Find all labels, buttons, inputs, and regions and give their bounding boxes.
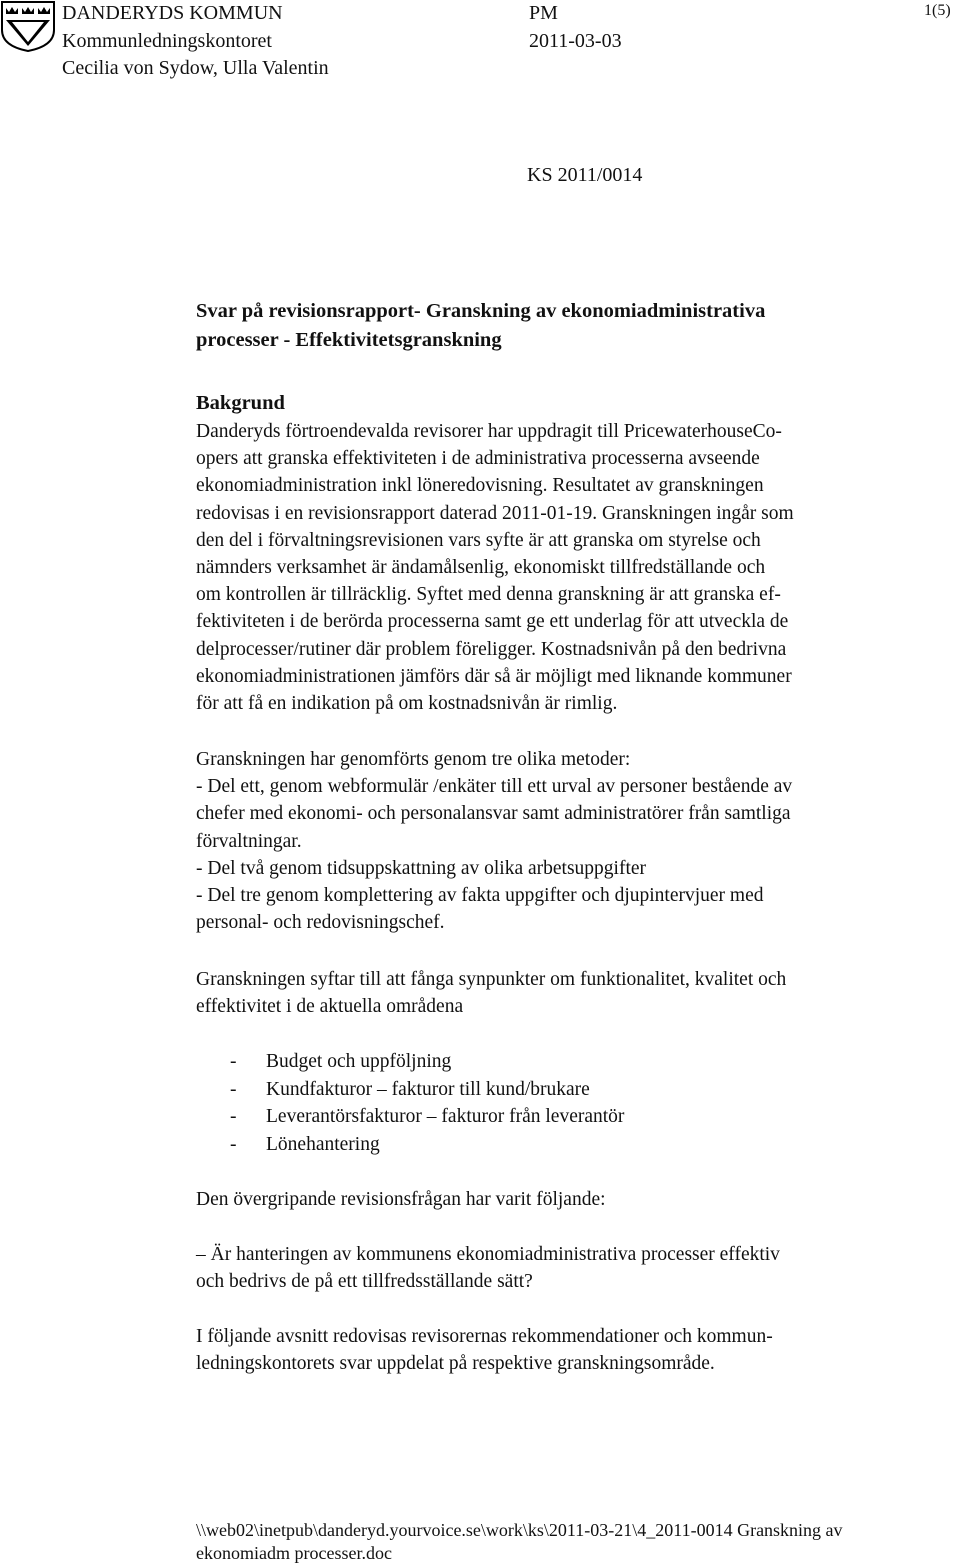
footer-line: ekonomiadm processer.doc xyxy=(196,1543,392,1563)
document-title xyxy=(196,297,928,355)
list-item xyxy=(196,1076,928,1104)
paragraph-line: Den övergripande revisionsfrågan har varit följande: xyxy=(196,1189,606,1210)
paragraph-line: personal- och redovisningschef. xyxy=(196,912,445,934)
paragraph-line: chefer med ekonomi- och personalansvar samt administratörer från samtliga xyxy=(196,803,791,825)
closing-section xyxy=(196,1323,928,1377)
org-name: DANDERYDS KOMMUN xyxy=(62,2,283,24)
list-item xyxy=(196,1131,928,1159)
paragraph-line: - Del tre genom komplettering av fakta uppgifter och djupintervjuer med xyxy=(196,885,764,907)
footer-line: \\web02\inetpub\danderyd.yourvoice.se\work\ks\2011-03-21\4_2011-0014 Granskning av xyxy=(196,1520,843,1540)
paragraph-line: ekonomiadministrationen jämförs där så är möjligt med liknande kommuner xyxy=(196,665,792,687)
section-heading: Bakgrund xyxy=(196,392,285,414)
case-number: KS 2011/0014 xyxy=(527,164,643,186)
list-item-label: Lönehantering xyxy=(266,1133,380,1155)
page-number: 1(5) xyxy=(924,2,951,19)
department: Kommunledningskontoret xyxy=(62,30,272,52)
paragraph-line: och bedrivs de på ett tillfredsställande sätt? xyxy=(196,1271,533,1293)
paragraph-line: Danderyds förtroendevalda revisorer har uppdragit till PricewaterhouseCo- xyxy=(196,421,782,442)
paragraph-line: ekonomiadministration inkl löneredovisning. Resultatet av granskningen xyxy=(196,475,764,497)
paragraph-line: – Är hanteringen av kommunens ekonomiadministrativa processer effektiv xyxy=(196,1244,780,1265)
list-item xyxy=(196,1103,928,1131)
paragraph-line: opers att granska effektiviteten i de administrativa processerna avseende xyxy=(196,448,760,470)
paragraph-line: förvaltningar. xyxy=(196,830,302,852)
doc-date: 2011-03-03 xyxy=(529,30,622,52)
authors: Cecilia von Sydow, Ulla Valentin xyxy=(62,57,329,79)
doc-type: PM xyxy=(529,2,558,24)
list-item-label: Budget och uppföljning xyxy=(266,1051,452,1072)
list-item xyxy=(196,1048,928,1076)
bakgrund-section xyxy=(196,389,928,717)
footer-file-path xyxy=(196,1519,843,1565)
paragraph-line: I följande avsnitt redovisas revisorernas rekommendationer och kommun- xyxy=(196,1326,773,1347)
list-item-label: Leverantörsfakturor – fakturor från leverantör xyxy=(266,1106,625,1127)
paragraph-line: - Del ett, genom webformulär /enkäter till ett urval av personer bestående av xyxy=(196,776,793,798)
question-intro-section xyxy=(196,1186,928,1213)
list-dash: - xyxy=(230,1106,237,1127)
list-item-label: Kundfakturor – fakturor till kund/brukare xyxy=(266,1078,590,1100)
title-line: processer - Effektivitetsgranskning xyxy=(196,329,502,351)
areas-list xyxy=(196,1048,928,1158)
list-dash: - xyxy=(230,1078,237,1100)
paragraph-line: - Del två genom tidsuppskattning av olika arbetsuppgifter xyxy=(196,857,647,879)
question-section xyxy=(196,1241,928,1295)
paragraph-line: nämnders verksamhet är ändamålsenlig, ekonomiskt tillfredställande och xyxy=(196,557,766,579)
list-dash: - xyxy=(230,1133,237,1155)
paragraph-line: effektivitet i de aktuella områdena xyxy=(196,996,464,1018)
paragraph-line: Granskningen syftar till att fånga synpunkter om funktionalitet, kvalitet och xyxy=(196,969,787,990)
paragraph-line: den del i förvaltningsrevisionen vars syfte är att granska om styrelse och xyxy=(196,529,761,551)
paragraph-line: för att få en indikation på om kostnadsnivån är rimlig. xyxy=(196,693,618,715)
paragraph-line: ledningskontorets svar uppdelat på respektive granskningsområde. xyxy=(196,1353,715,1375)
title-line: Svar på revisionsrapport- Granskning av ekonomiadministrativa xyxy=(196,300,766,322)
methods-section xyxy=(196,746,928,936)
paragraph-line: Granskningen har genomförts genom tre olika metoder: xyxy=(196,749,631,770)
purpose-section xyxy=(196,966,928,1020)
danderyd-coat-of-arms-logo xyxy=(0,0,56,52)
paragraph-line: delprocesser/rutiner där problem föreligger. Kostnadsnivån på den bedrivna xyxy=(196,638,787,660)
paragraph-line: fektiviteten i de berörda processerna samt ge ett underlag för att utveckla de xyxy=(196,611,789,633)
paragraph-line: om kontrollen är tillräcklig. Syftet med denna granskning är att granska ef- xyxy=(196,584,781,606)
list-dash: - xyxy=(230,1051,237,1072)
paragraph-line: redovisas i en revisionsrapport daterad 2011-01-19. Granskningen ingår som xyxy=(196,502,794,524)
